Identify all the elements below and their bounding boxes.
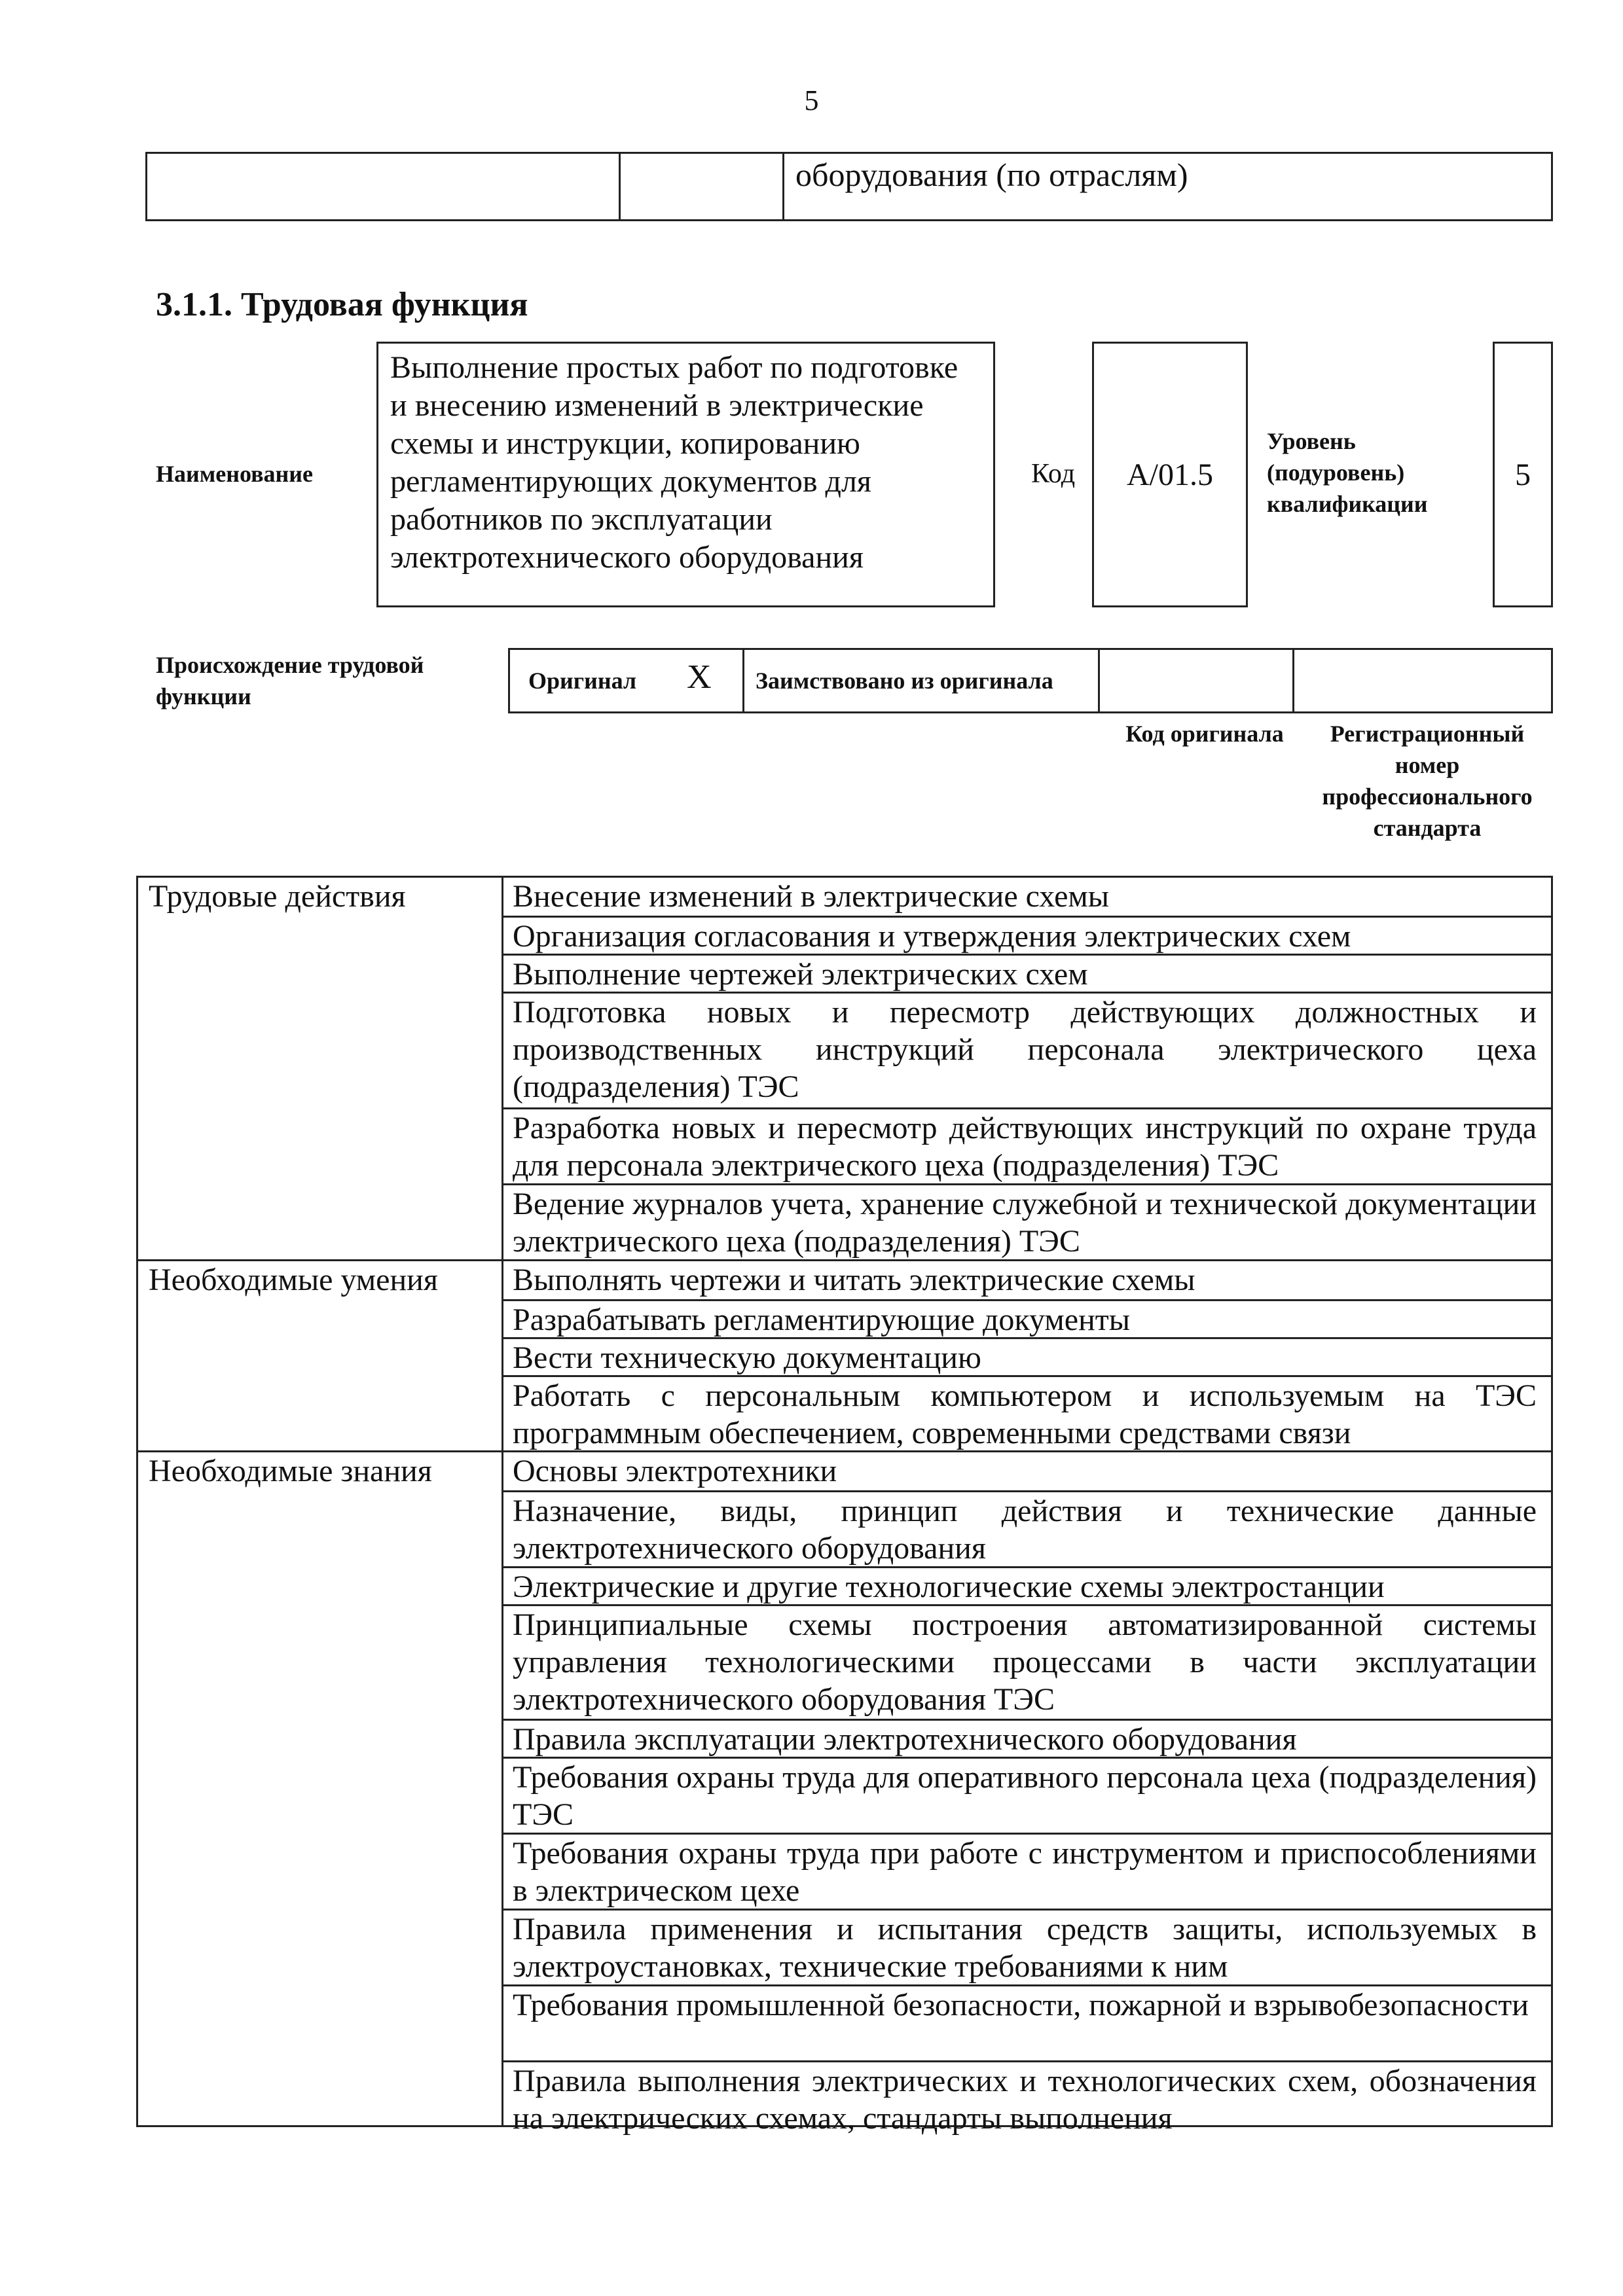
list-item: Требования охраны труда при работе с инструментом и приспособлениями в электрическом цехе <box>503 1833 1551 1909</box>
group-label: Необходимые умения <box>149 1263 438 1297</box>
group-required-knowledge <box>138 1450 1551 2136</box>
origin-table <box>508 648 1553 713</box>
original-label: Оригинал <box>528 668 637 694</box>
list-item: Подготовка новых и пересмотр действующих должностных и производственных инструкций персонала электрического цеха (подразделения) ТЭС <box>503 992 1551 1107</box>
list-item: Выполнять чертежи и читать электрические схемы <box>513 1263 1195 1297</box>
list-item: Разрабатывать регламентирующие документы <box>503 1299 1551 1337</box>
name-label: Наименование <box>156 461 313 487</box>
code-caption: Код оригинала <box>1125 721 1284 747</box>
table-divider <box>782 154 784 219</box>
list-item: Требования промышленной безопасности, пожарной и взрывобезопасности <box>503 1984 1551 2060</box>
group-label: Необходимые знания <box>149 1454 432 1488</box>
list-item: Вести техническую документацию <box>503 1337 1551 1375</box>
level-value: 5 <box>1493 342 1553 607</box>
group-label: Трудовые действия <box>149 879 406 914</box>
page-number: 5 <box>804 84 819 117</box>
list-item: Правила эксплуатации электротехнического оборудования <box>503 1719 1551 1757</box>
group-labor-actions <box>138 878 1551 1259</box>
table-divider <box>1098 650 1100 711</box>
borrowed-label: Заимствовано из оригинала <box>756 668 1053 694</box>
list-item: Правила применения и испытания средств защиты, используемых в электроустановках, технические требованиями к ним <box>503 1909 1551 1984</box>
list-item: Правила выполнения электрических и технологических схем, обозначения на электрических схемах, стандарты выполнения <box>503 2060 1551 2129</box>
original-mark: X <box>687 658 712 696</box>
group-required-skills <box>138 1259 1551 1450</box>
table-divider <box>619 154 621 219</box>
section-title: 3.1.1. Трудовая функция <box>156 286 528 323</box>
list-item: Разработка новых и пересмотр действующих инструкций по охране труда для персонала электрического цеха (подразделения) ТЭС <box>503 1107 1551 1183</box>
list-item: Организация согласования и утверждения электрических схем <box>503 916 1551 954</box>
continuation-text: оборудования (по отраслям) <box>795 156 1188 193</box>
origin-label: Происхождение трудовой функции <box>156 652 424 709</box>
reg-number-caption: Регистрационный номер профессионального стандарта <box>1322 721 1533 841</box>
function-details-table <box>136 876 1553 2136</box>
list-item: Принципиальные схемы построения автоматизированной системы управления технологическими процессами в части эксплуатации электротехнического оборудования ТЭС <box>503 1604 1551 1719</box>
list-item: Требования охраны труда для оперативного персонала цеха (подразделения) ТЭС <box>503 1757 1551 1833</box>
list-item: Выполнение чертежей электрических схем <box>503 954 1551 992</box>
list-item: Электрические и другие технологические схемы электростанции <box>503 1566 1551 1604</box>
list-item: Ведение журналов учета, хранение служебной и технической документации электрического цеха (подразделения) ТЭС <box>503 1183 1551 1259</box>
table-divider <box>742 650 744 711</box>
level-label: Уровень (подуровень) квалификации <box>1267 428 1428 517</box>
code-label: Код <box>1031 459 1076 489</box>
list-item: Назначение, виды, принцип действия и технические данные электротехнического оборудования <box>503 1490 1551 1566</box>
list-item: Внесение изменений в электрические схемы <box>513 879 1110 914</box>
function-name: Выполнение простых работ по подготовке и внесению изменений в электрические схемы и инструкции, копированию регламентирующих документов для работников по эксплуатации электротехнического оборудования <box>376 342 995 607</box>
list-item: Основы электротехники <box>513 1454 837 1488</box>
table-divider <box>1292 650 1294 711</box>
code-value: А/01.5 <box>1092 342 1248 607</box>
list-item: Работать с персональным компьютером и используемым на ТЭС программным обеспечением, современными средствами связи <box>503 1375 1551 1450</box>
continuation-table <box>145 152 1553 221</box>
